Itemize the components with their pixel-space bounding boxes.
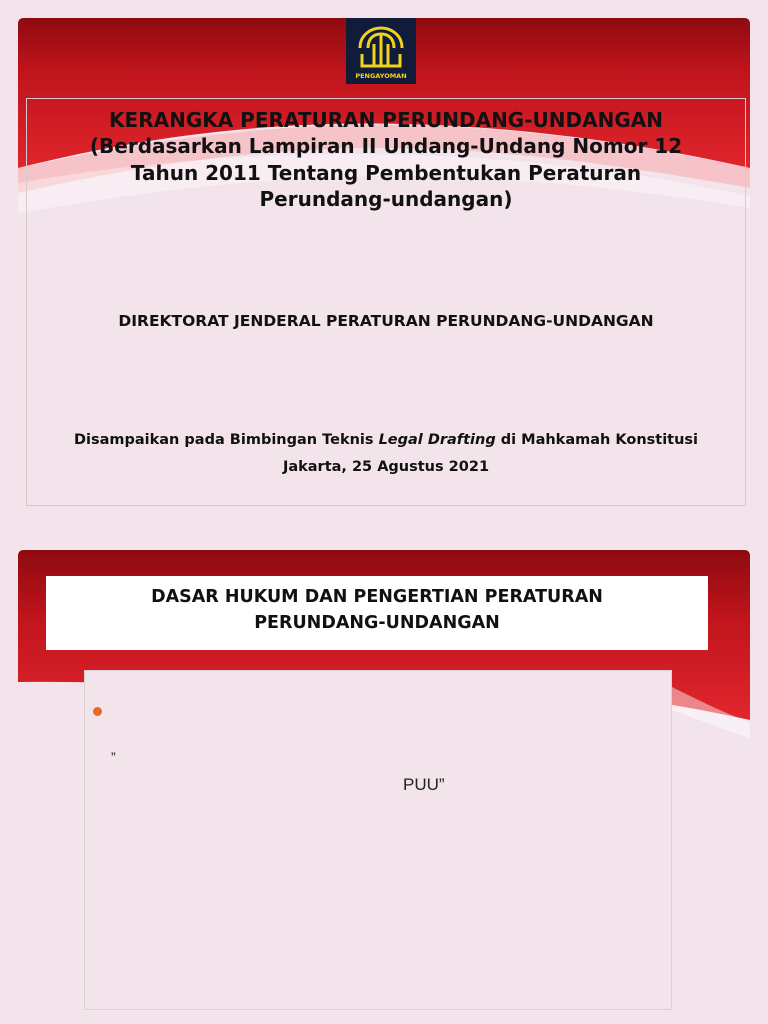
title-content-box (26, 98, 746, 506)
bullet-point-icon (93, 707, 102, 716)
puu-text: PUU” (403, 775, 445, 794)
svg-text:PENGAYOMAN: PENGAYOMAN (355, 72, 407, 80)
place-date: Jakarta, 25 Agustus 2021 (282, 458, 490, 475)
title-line-1: KERANGKA PERATURAN PERUNDANG-UNDANGAN (109, 108, 663, 132)
section-title-line-1: DASAR HUKUM DAN PENGERTIAN PERATURAN (151, 587, 603, 607)
logo (346, 18, 416, 84)
section-title (46, 584, 708, 637)
directorate-name: DIREKTORAT JENDERAL PERATURAN PERUNDANG-UNDANGAN (118, 312, 654, 330)
section-title-box (46, 576, 708, 650)
title-line-2: (Berdasarkan Lampiran II Undang-Undang Nomor 12 (89, 134, 683, 159)
title-line-4: Perundang-undangan) (259, 187, 513, 212)
slide-1 (18, 18, 750, 508)
section-title-line-2: PERUNDANG-UNDANGAN (254, 613, 500, 634)
occasion-italic: Legal Drafting (378, 432, 496, 448)
slide-title (27, 107, 745, 213)
presentation-info (27, 427, 745, 481)
occasion-suffix: di Mahkamah Konstitusi (495, 432, 699, 448)
body-content-box (84, 670, 672, 1010)
pengayoman-tree-icon (346, 18, 416, 84)
closing-quote-mark: ” (111, 749, 116, 765)
title-line-3: Tahun 2011 Tentang Pembentukan Peraturan (130, 160, 642, 185)
presentation-occasion (27, 427, 745, 454)
slide-2 (18, 550, 750, 1024)
occasion-prefix: Disampaikan pada Bimbingan Teknis (73, 432, 379, 448)
